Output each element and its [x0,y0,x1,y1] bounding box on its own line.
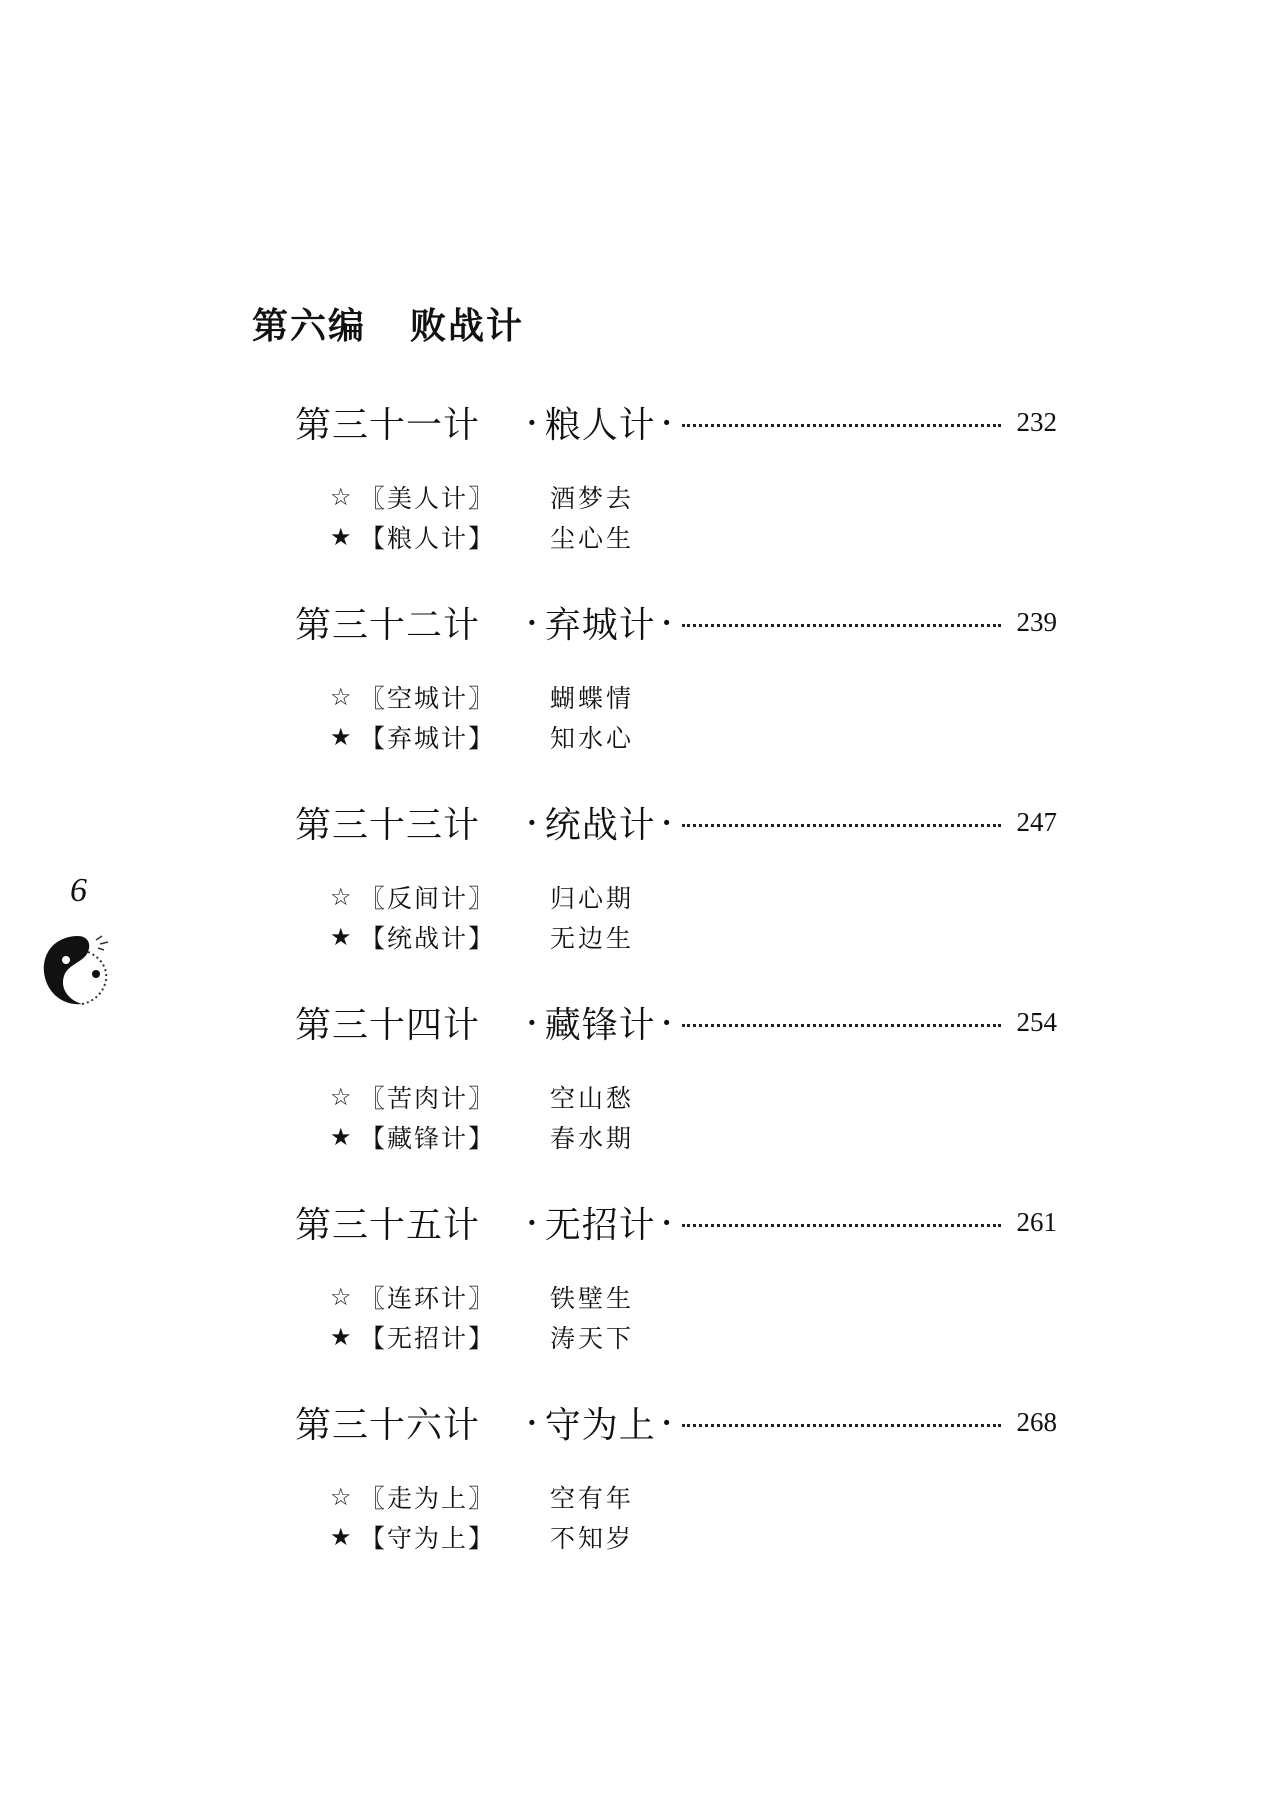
bullet-dot: · [527,1005,537,1039]
sub-phrase: 空有年 [550,1484,635,1513]
hollow-star-icon: ☆ [330,683,352,711]
sub-phrase: 涛天下 [550,1324,635,1353]
sub-entry [330,917,1057,957]
sub-title: 【无招计】 [360,1324,496,1353]
sub-title: 【守为上】 [360,1524,496,1553]
bullet-dot: · [527,405,537,439]
sub-phrase: 无边生 [550,924,635,953]
toc-entry-row[interactable] [295,997,1057,1047]
sub-entries [330,477,1057,557]
sub-entries [330,1277,1057,1357]
toc-chapter [295,597,1057,757]
sub-phrase: 酒梦去 [550,484,635,513]
toc-chapter [295,1197,1057,1357]
sub-title: 〖美人计〗 [360,484,496,513]
solid-star-icon: ★ [330,1523,352,1551]
chapter-number: 第三十一计 [295,404,481,446]
toc-chapter [295,997,1057,1157]
sub-entries [330,1077,1057,1157]
part-name: 败战计 [410,305,525,347]
sub-title: 【统战计】 [360,924,496,953]
sub-phrase: 尘心生 [550,524,635,553]
bullet-dot: · [661,605,672,639]
sub-entries [330,677,1057,757]
sub-entry [330,477,1057,517]
chapter-number: 第三十四计 [295,1004,481,1046]
solid-star-icon: ★ [330,723,352,751]
toc-entry-row[interactable] [295,1397,1057,1447]
sub-entry [330,1277,1057,1317]
sub-entry [330,1117,1057,1157]
sub-entry [330,1317,1057,1357]
sub-phrase: 春水期 [550,1124,635,1153]
dot-leader [682,424,1001,427]
sub-entry [330,1077,1057,1117]
hollow-star-icon: ☆ [330,1483,352,1511]
sub-phrase: 空山愁 [550,1084,635,1113]
bullet-dot: · [661,1205,672,1239]
page-number: 6 [70,872,87,909]
chapter-number: 第三十五计 [295,1204,481,1246]
bullet-dot: · [527,605,537,639]
page-ref: 268 [1016,1406,1057,1437]
bullet-dot: · [661,405,672,439]
bullet-dot: · [661,1005,672,1039]
sub-entry [330,1517,1057,1557]
dot-leader [682,624,1001,627]
chapter-number: 第三十二计 [295,604,481,646]
sub-phrase: 归心期 [550,884,635,913]
toc-entry-row[interactable] [295,597,1057,647]
part-title [252,298,524,349]
bullet-dot: · [527,805,537,839]
sub-title: 【粮人计】 [360,524,496,553]
sub-entries [330,1477,1057,1557]
sub-entry [330,517,1057,557]
toc-chapter [295,1397,1057,1557]
page-ref: 254 [1016,1006,1057,1037]
sub-title: 〖苦肉计〗 [360,1084,496,1113]
hollow-star-icon: ☆ [330,1083,352,1111]
dot-leader [682,1424,1001,1427]
page-ref: 239 [1016,606,1057,637]
sub-phrase: 蝴蝶情 [550,684,635,713]
part-label: 第六编 [252,305,367,347]
yin-yang-brush-icon [38,930,118,1010]
sub-entry [330,877,1057,917]
chapter-name: 藏锋计 [544,1004,656,1046]
sub-entry [330,1477,1057,1517]
chapter-number: 第三十六计 [295,1404,481,1446]
hollow-star-icon: ☆ [330,1283,352,1311]
page-ref: 261 [1016,1206,1057,1237]
chapter-name: 统战计 [544,804,656,846]
sub-phrase: 知水心 [550,724,635,753]
bullet-dot: · [661,805,672,839]
toc-chapter [295,797,1057,957]
dot-leader [682,1224,1001,1227]
chapter-name: 无招计 [544,1204,656,1246]
bullet-dot: · [661,1405,672,1439]
sub-title: 〖走为上〗 [360,1484,496,1513]
solid-star-icon: ★ [330,1323,352,1351]
chapter-name: 粮人计 [544,404,656,446]
bullet-dot: · [527,1205,537,1239]
sub-phrase: 不知岁 [550,1524,635,1553]
page-ref: 232 [1016,406,1057,437]
bullet-dot: · [527,1405,537,1439]
sub-title: 【藏锋计】 [360,1124,496,1153]
sub-phrase: 铁壁生 [550,1284,635,1313]
page-ref: 247 [1016,806,1057,837]
chapter-name: 守为上 [544,1404,656,1446]
chapter-name: 弃城计 [544,604,656,646]
sub-title: 〖空城计〗 [360,684,496,713]
sub-title: 〖连环计〗 [360,1284,496,1313]
toc-entry-row[interactable] [295,397,1057,447]
solid-star-icon: ★ [330,523,352,551]
hollow-star-icon: ☆ [330,883,352,911]
solid-star-icon: ★ [330,1123,352,1151]
dot-leader [682,1024,1001,1027]
toc-entry-row[interactable] [295,797,1057,847]
chapter-number: 第三十三计 [295,804,481,846]
hollow-star-icon: ☆ [330,483,352,511]
sub-title: 〖反间计〗 [360,884,496,913]
sub-entries [330,877,1057,957]
toc-entry-row[interactable] [295,1197,1057,1247]
dot-leader [682,824,1001,827]
sub-title: 【弃城计】 [360,724,496,753]
sub-entry [330,717,1057,757]
sub-entry [330,677,1057,717]
toc-chapter [295,397,1057,557]
solid-star-icon: ★ [330,923,352,951]
